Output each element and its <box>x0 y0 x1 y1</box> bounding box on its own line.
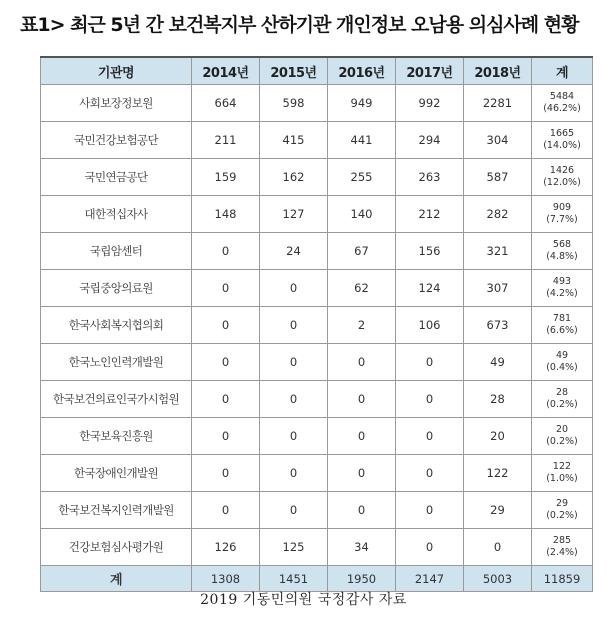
year-value-cell: 0 <box>192 381 260 418</box>
year-value-cell: 0 <box>260 492 328 529</box>
year-value-cell: 0 <box>328 492 396 529</box>
table-row <box>41 418 593 455</box>
table-row <box>41 122 593 159</box>
year-value-cell: 2 <box>328 307 396 344</box>
year-value-cell: 0 <box>260 381 328 418</box>
table-row <box>41 455 593 492</box>
year-value-cell: 0 <box>192 492 260 529</box>
year-value-cell: 0 <box>192 455 260 492</box>
year-value-cell: 0 <box>192 307 260 344</box>
year-value-cell: 148 <box>192 196 260 233</box>
year-value-cell: 162 <box>260 159 328 196</box>
org-name-cell: 한국장애인개발원 <box>41 455 192 492</box>
table-title: 표1> 최근 5년 간 보건복지부 산하기관 개인정보 오남용 의심사례 현황 <box>20 14 579 36</box>
year-value-cell: 0 <box>396 418 464 455</box>
year-value-cell: 0 <box>192 270 260 307</box>
year-value-cell: 20 <box>464 418 532 455</box>
year-value-cell: 24 <box>260 233 328 270</box>
year-value-cell: 0 <box>260 307 328 344</box>
year-value-cell: 156 <box>396 233 464 270</box>
row-total-cell: 493 (4.2%) <box>532 270 593 307</box>
row-total-cell: 781 (6.6%) <box>532 307 593 344</box>
year-value-cell: 673 <box>464 307 532 344</box>
header-2017: 2017년 <box>396 57 464 85</box>
org-name-cell: 국민연금공단 <box>41 159 192 196</box>
year-value-cell: 0 <box>396 529 464 566</box>
year-value-cell: 0 <box>260 344 328 381</box>
row-total-cell: 1426 (12.0%) <box>532 159 593 196</box>
year-value-cell: 294 <box>396 122 464 159</box>
org-name-cell: 한국보건복지인력개발원 <box>41 492 192 529</box>
org-name-cell: 대한적십자사 <box>41 196 192 233</box>
table-row <box>41 492 593 529</box>
year-value-cell: 211 <box>192 122 260 159</box>
year-value-cell: 5003 <box>464 566 532 592</box>
header-org: 기관명 <box>41 57 192 85</box>
org-name-cell: 한국보육진흥원 <box>41 418 192 455</box>
year-value-cell: 62 <box>328 270 396 307</box>
table-row <box>41 159 593 196</box>
year-value-cell: 0 <box>260 418 328 455</box>
year-value-cell: 0 <box>328 418 396 455</box>
table-row <box>41 233 593 270</box>
row-total-cell: 909 (7.7%) <box>532 196 593 233</box>
header-2018: 2018년 <box>464 57 532 85</box>
header-row <box>41 57 593 85</box>
row-total-cell: 28 (0.2%) <box>532 381 593 418</box>
year-value-cell: 1451 <box>260 566 328 592</box>
year-value-cell: 321 <box>464 233 532 270</box>
year-value-cell: 0 <box>464 529 532 566</box>
table-row <box>41 344 593 381</box>
year-value-cell: 0 <box>260 455 328 492</box>
year-value-cell: 263 <box>396 159 464 196</box>
year-value-cell: 0 <box>396 344 464 381</box>
year-value-cell: 0 <box>192 344 260 381</box>
source-caption: 2019 기동민의원 국정감사 자료 <box>200 592 407 608</box>
year-value-cell: 2147 <box>396 566 464 592</box>
year-value-cell: 441 <box>328 122 396 159</box>
header-2014: 2014년 <box>192 57 260 85</box>
year-value-cell: 1308 <box>192 566 260 592</box>
year-value-cell: 0 <box>328 381 396 418</box>
org-name-cell: 국민건강보험공단 <box>41 122 192 159</box>
table-row <box>41 381 593 418</box>
year-value-cell: 1950 <box>328 566 396 592</box>
year-value-cell: 0 <box>396 455 464 492</box>
year-value-cell: 67 <box>328 233 396 270</box>
table-row <box>41 85 593 122</box>
year-value-cell: 949 <box>328 85 396 122</box>
table-body <box>41 85 593 592</box>
row-total-cell: 20 (0.2%) <box>532 418 593 455</box>
row-total-cell: 49 (0.4%) <box>532 344 593 381</box>
year-value-cell: 0 <box>328 455 396 492</box>
year-value-cell: 255 <box>328 159 396 196</box>
year-value-cell: 282 <box>464 196 532 233</box>
row-total-cell: 5484 (46.2%) <box>532 85 593 122</box>
org-name-cell: 한국사회복지협의회 <box>41 307 192 344</box>
org-name-cell: 계 <box>41 566 192 592</box>
org-name-cell: 한국보건의료인국가시험원 <box>41 381 192 418</box>
header-total: 계 <box>532 57 593 85</box>
header-2015: 2015년 <box>260 57 328 85</box>
table-row <box>41 529 593 566</box>
year-value-cell: 34 <box>328 529 396 566</box>
year-value-cell: 0 <box>192 233 260 270</box>
year-value-cell: 28 <box>464 381 532 418</box>
year-value-cell: 122 <box>464 455 532 492</box>
row-total-cell: 568 (4.8%) <box>532 233 593 270</box>
year-value-cell: 29 <box>464 492 532 529</box>
year-value-cell: 125 <box>260 529 328 566</box>
year-value-cell: 0 <box>396 492 464 529</box>
row-total-cell: 285 (2.4%) <box>532 529 593 566</box>
year-value-cell: 2281 <box>464 85 532 122</box>
table-row <box>41 270 593 307</box>
year-value-cell: 127 <box>260 196 328 233</box>
year-value-cell: 0 <box>328 344 396 381</box>
row-total-cell: 11859 <box>532 566 593 592</box>
year-value-cell: 126 <box>192 529 260 566</box>
year-value-cell: 159 <box>192 159 260 196</box>
year-value-cell: 49 <box>464 344 532 381</box>
org-name-cell: 사회보장정보원 <box>41 85 192 122</box>
year-value-cell: 124 <box>396 270 464 307</box>
total-row <box>41 566 593 592</box>
table-row <box>41 196 593 233</box>
org-name-cell: 한국노인인력개발원 <box>41 344 192 381</box>
year-value-cell: 0 <box>260 270 328 307</box>
year-value-cell: 587 <box>464 159 532 196</box>
year-value-cell: 992 <box>396 85 464 122</box>
year-value-cell: 106 <box>396 307 464 344</box>
year-value-cell: 307 <box>464 270 532 307</box>
org-name-cell: 건강보험심사평가원 <box>41 529 192 566</box>
header-2016: 2016년 <box>328 57 396 85</box>
row-total-cell: 1665 (14.0%) <box>532 122 593 159</box>
year-value-cell: 212 <box>396 196 464 233</box>
row-total-cell: 122 (1.0%) <box>532 455 593 492</box>
org-name-cell: 국립중앙의료원 <box>41 270 192 307</box>
row-total-cell: 29 (0.2%) <box>532 492 593 529</box>
year-value-cell: 598 <box>260 85 328 122</box>
table-row <box>41 307 593 344</box>
year-value-cell: 0 <box>192 418 260 455</box>
year-value-cell: 664 <box>192 85 260 122</box>
year-value-cell: 304 <box>464 122 532 159</box>
year-value-cell: 415 <box>260 122 328 159</box>
year-value-cell: 0 <box>396 381 464 418</box>
year-value-cell: 140 <box>328 196 396 233</box>
data-table <box>40 56 593 592</box>
org-name-cell: 국립암센터 <box>41 233 192 270</box>
